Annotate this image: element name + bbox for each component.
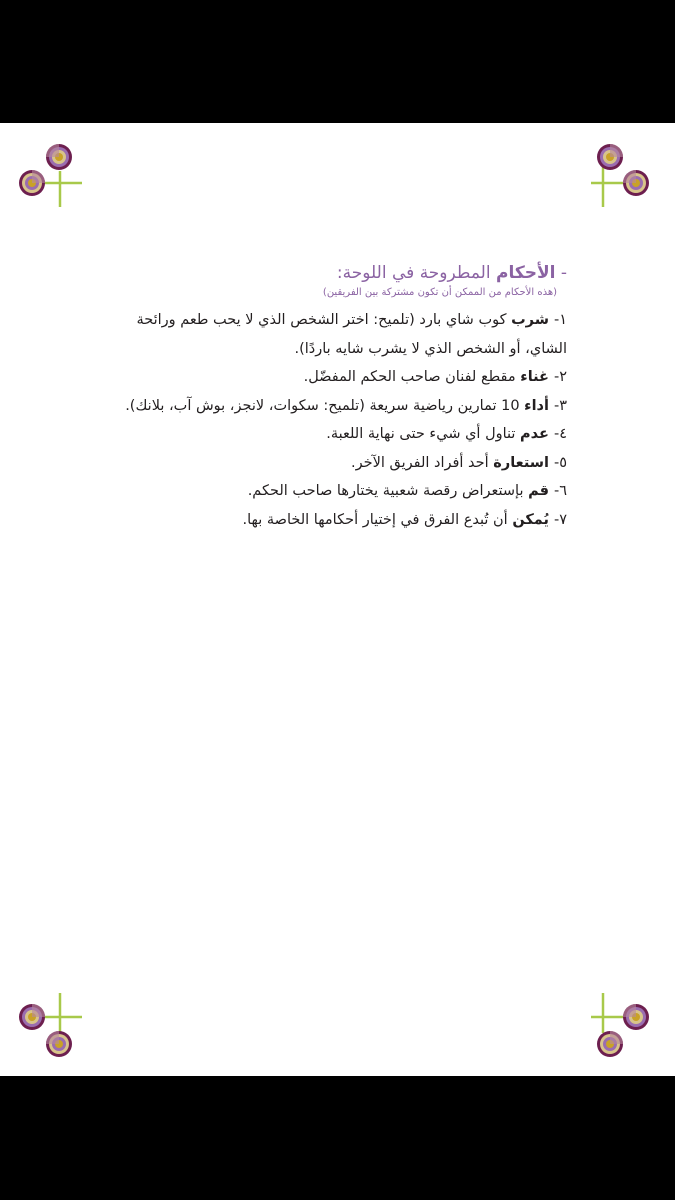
rule-text: بإستعراض رقصة شعبية يختارها صاحب الحكم. <box>247 483 524 499</box>
rule-text: كوب شاي بارد (تلميح: اختر الشخص الذي لا يحب طعم ورائحة الشاي، أو الشخص الذي لا يشرب شايه باردًا). <box>136 312 567 357</box>
ornament-bottom-left <box>14 993 84 1063</box>
rule-item-3 <box>100 392 567 421</box>
rule-item-6 <box>100 477 567 506</box>
rule-number: ٤- <box>553 426 567 442</box>
rule-text: أن تُبدع الفرق في إختيار أحكامها الخاصة بها. <box>242 511 508 528</box>
lollipop-ornament-icon <box>14 993 84 1063</box>
rule-number: ٢- <box>553 369 567 385</box>
page-sheet <box>0 123 675 1076</box>
rule-keyword: قم <box>528 483 549 499</box>
rule-number: ٧- <box>553 511 567 528</box>
heading-dash: - <box>560 263 567 283</box>
rule-number: ٦- <box>553 483 567 499</box>
heading-rest: المطروحة في اللوحة: <box>336 263 491 283</box>
lollipop-ornament-icon <box>591 139 661 209</box>
rule-item-7 <box>100 506 567 535</box>
rule-keyword: عدم <box>520 426 549 442</box>
rule-keyword: يُمكن <box>512 511 549 528</box>
rules-list <box>100 306 567 534</box>
rule-number: ١- <box>553 312 567 328</box>
lollipop-ornament-icon <box>14 139 84 209</box>
rule-text: تناول أي شيء حتى نهاية اللعبة. <box>326 426 516 442</box>
rule-item-1 <box>100 306 567 363</box>
rule-text: أحد أفراد الفريق الآخر. <box>351 454 489 471</box>
rule-text: 10 تمارين رياضية سريعة (تلميح: سكوات، لانجز، بوش آب، بلانك). <box>125 397 520 414</box>
rule-keyword: شرب <box>511 312 549 328</box>
heading-bold: الأحكام <box>495 263 556 283</box>
section-subheading: (هذه الأحكام من الممكن أن تكون مشتركة بين الفريقين) <box>322 287 557 298</box>
rule-keyword: غناء <box>520 369 549 385</box>
rule-item-5 <box>100 449 567 478</box>
section-heading <box>100 261 567 285</box>
ornament-top-right <box>591 139 661 209</box>
rule-item-2 <box>100 363 567 392</box>
rule-keyword: أداء <box>524 397 549 414</box>
rule-item-4 <box>100 420 567 449</box>
rules-section <box>100 261 567 534</box>
rule-number: ٥- <box>553 454 567 471</box>
ornament-bottom-right <box>591 993 661 1063</box>
ornament-top-left <box>14 139 84 209</box>
rule-keyword: استعارة <box>493 454 549 471</box>
rule-text: مقطع لفنان صاحب الحكم المفضّل. <box>303 369 516 385</box>
rule-number: ٣- <box>553 397 567 414</box>
lollipop-ornament-icon <box>591 993 661 1063</box>
